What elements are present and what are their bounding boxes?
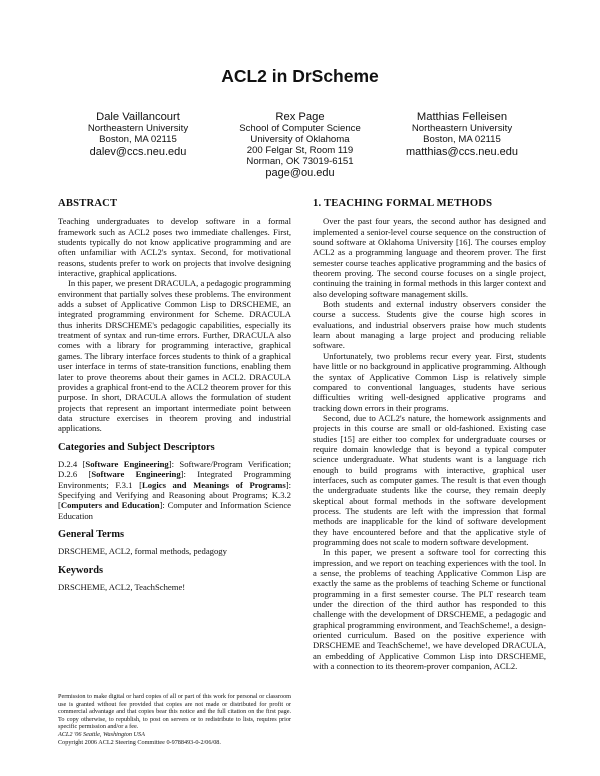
author-affiliation: School of Computer Science — [239, 123, 361, 134]
author-name: Rex Page — [275, 111, 325, 123]
author-affiliation: Northeastern University — [87, 123, 189, 134]
venue-line: ACL2 '06 Seattle, Washington USA — [58, 730, 145, 738]
section-paragraph: In this paper, we present a software tool for correcting this impression, and we report on teaching experiences with the tool. In a sense, the problems of teaching Applicative Common Lisp are exactly the same as the problems of teaching Scheme or functional programming in a first semester course. The PLT research team under the direction of the third author has responded to this challenge with the development of DRSCHEME, a pedagogic and graphical programming environment, and TeachScheme!, a design-oriented curriculum. Based on the positive experience with DRSCHEME and TeachScheme!, we have developed DRACULA, an embedding of Applicative Common Lisp into DRSCHEME, with a connection to its theorem-prover companion, ACL2. — [313, 547, 546, 672]
author-affiliation: 200 Felgar St, Room 119 — [246, 145, 354, 156]
author-name: Matthias Felleisen — [416, 111, 508, 123]
keywords-text: DRSCHEME, ACL2, TeachScheme! — [58, 582, 186, 592]
general-terms-text: DRSCHEME, ACL2, formal methods, pedagogy — [58, 546, 227, 557]
author-affiliation: Boston, MA 02115 — [99, 134, 177, 145]
author-block-vaillancourt — [53, 111, 223, 159]
author-block-page — [215, 111, 385, 167]
author-affiliation: Northeastern University — [411, 123, 513, 134]
permission-notice — [58, 693, 291, 746]
section-paragraph: Both students and external industry observers consider the course a success. Students give the course high scores in evaluations, and industrial observers praise how much students learn about managing a large project and producing reliable software. — [313, 299, 546, 351]
categories-heading: Categories and Subject Descriptors — [58, 441, 215, 453]
section-1-heading: 1. TEACHING FORMAL METHODS — [313, 198, 493, 209]
abstract-heading: ABSTRACT — [58, 198, 118, 209]
abstract-paragraph: In this paper, we present DRACULA, a pedagogic programming environment that partially solves these problems. The environment adds a subset of Applicative Common Lisp to DRSCHEME, an integrated programming environment for Scheme. DRACULA thus inherits DRSCHEME's pedagogic capabilities, especially its treatment of syntax and run-time errors. Further, DRACULA also comes with a library for programming interactive, graphical games. The library interface forces students to think of a graphical user interface in terms of state-transition functions, enabling them later to prove theorems about their games in ACL2. DRACULA provides a graphical front-end to the ACL2 theorem prover for this purpose. In short, DRACULA allows the formulation of student projects that represent an important intermediate point between data structure exercises in theorem proving and industrial applications. — [58, 278, 291, 434]
section-paragraph: Unfortunately, two problems recur every year. First, students have little or no background in applicative programming. Although the syntax of Applicative Common Lisp is relatively simple compared to conventional languages, students have serious difficulties writing well-designed applicative programs and tracking down errors in their programs. — [313, 350, 546, 413]
author-email: matthias@ccs.neu.edu — [405, 146, 519, 158]
left-column — [58, 199, 291, 592]
section-paragraph: Second, due to ACL2's nature, the homework assignments and projects in this course are small or old-fashioned. Existing case studies [15] are either too complex for undergraduate courses or require domain knowledge that is beyond a typical computer science undergraduate. What students want is a language rich enough to build programs with interactive, graphical user interfaces, such as computer games. The result is that even though the undergraduate students like the course, they remain deeply skeptical about formal methods in the software development process. The students are left with the impression that formal methods are inapplicable for the kind of software development they have encountered before and that the applicative style of programming does not scale to modern software development. — [313, 412, 546, 547]
section-paragraph: Over the past four years, the second author has designed and implemented a senior-level course sequence on the construction of sound software at Oklahoma University [16]. The courses employ ACL2 as a programming language and theorem prover. The first semester course teaches applicative programming and the basics of theorem proving. The second course focuses on a single project, continuing the training in formal methods in this larger context and also developing software management skills. — [313, 216, 546, 299]
author-affiliation: Boston, MA 02115 — [423, 134, 501, 145]
author-affiliation: University of Oklahoma — [250, 134, 350, 145]
author-affiliation: Norman, OK 73019-6151 — [246, 156, 354, 167]
paper-title: ACL2 in DrScheme — [221, 66, 379, 86]
categories-text: D.2.4 [Software Engineering]: Software/Program Verification; D.2.6 [Software Engineering]: Integrated Programming Environments; F.3.1 [Logics and Meanings of Programs]: Specifying and Verifying and Reasoning about Programs; K.3.2 [Computers and Education]: Computer and Information Science Education — [58, 458, 292, 521]
copyright-line: Copyright 2006 ACL2 Steering Committee 0-9788493-0-2/06/08. — [58, 738, 221, 746]
abstract-paragraph: Teaching undergraduates to develop software in a formal framework such as ACL2 poses two immediate challenges. First, students typically do not know applicative programming and are often unfamiliar with ACL2's syntax. Second, for motivational reasons, students prefer to work on projects that involve designing interactive, graphical applications. — [58, 216, 291, 279]
author-email-page: page@ou.edu — [265, 167, 335, 179]
keywords-heading: Keywords — [58, 564, 104, 576]
author-email: dalev@ccs.neu.edu — [89, 146, 187, 158]
author-block-felleisen — [377, 111, 547, 159]
general-terms-heading: General Terms — [58, 528, 125, 540]
author-name: Dale Vaillancourt — [96, 111, 180, 123]
right-column — [313, 199, 546, 671]
permission-text: Permission to make digital or hard copies of all or part of this work for personal or classroom use is granted without fee provided that copies are not made or distributed for profit or commercial advantage and that copies bear this notice and the full citation on the first page. To copy otherwise, to republish, to post on servers or to redistribute to lists, requires prior specific permission and/or a fee. — [58, 693, 291, 731]
